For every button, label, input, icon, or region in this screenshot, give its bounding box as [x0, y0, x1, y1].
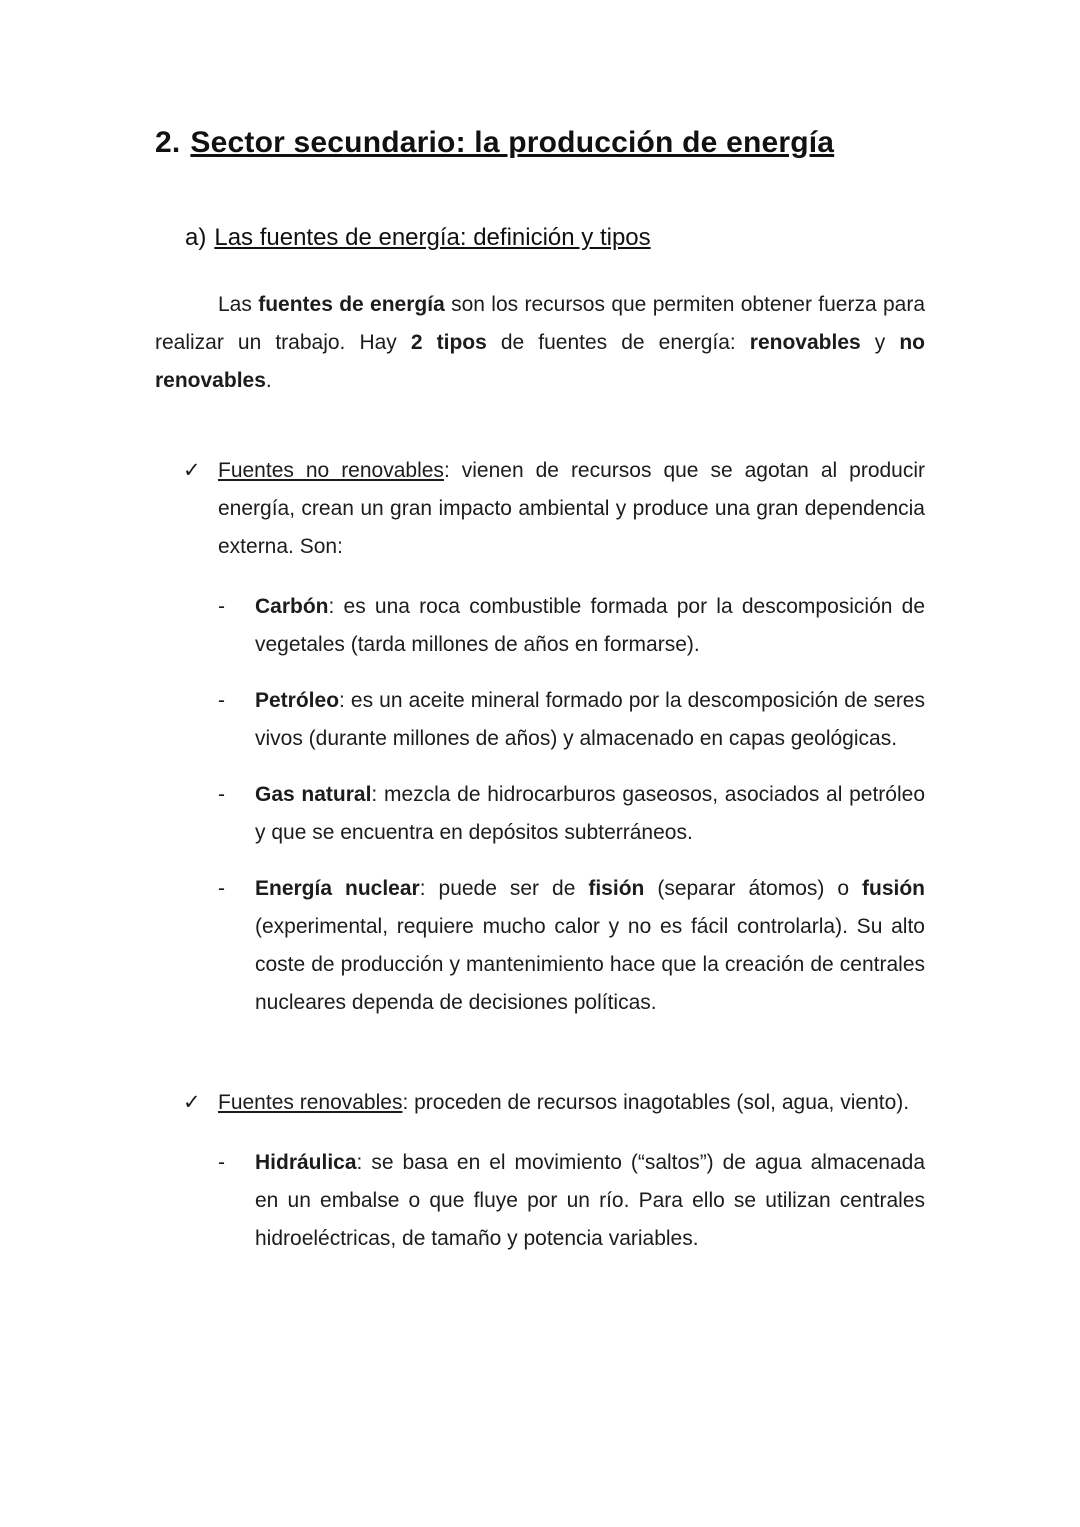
section-number: 2. — [155, 126, 181, 159]
section-heading-text: Sector secundario: la producción de energía — [190, 126, 835, 159]
bullet-item-petroleo-text: Petróleo: es un aceite mineral formado por la descomposición de seres vivos (durante millones de años) y almacenado en capas geológicas. — [255, 689, 925, 750]
bullet-renovables-text: Fuentes renovables: proceden de recursos inagotables (sol, agua, viento). — [218, 1091, 910, 1114]
intro-paragraph: Las fuentes de energía son los recursos que permiten obtener fuerza para realizar un trabajo. Hay 2 tipos de fuentes de energía: renovables y no renovables. — [155, 293, 926, 392]
bullet-item-energia-nuclear-text: Energía nuclear: puede ser de fisión (separar átomos) o fusión (experimental, requiere mucho calor y no es fácil controlarla). Su alto coste de producción y mantenimiento hace que la creación de centrales nucleares dependa de decisiones políticas. — [255, 877, 925, 1014]
bullet-nonrenewables — [155, 452, 925, 566]
bullet-nonrenewables-text: Fuentes no renovables: vienen de recursos que se agotan al producir energía, crean un gran impacto ambiental y produce una gran dependencia externa. Son: — [218, 459, 926, 558]
bullet-item-hidraulica — [155, 1144, 925, 1258]
dash-icon: - — [218, 783, 225, 806]
dash-icon: - — [218, 595, 225, 618]
dash-icon: - — [218, 877, 225, 900]
bullet-item-carbon — [155, 588, 925, 664]
dash-icon: - — [218, 689, 225, 712]
bullet-item-gas-natural-text: Gas natural: mezcla de hidrocarburos gaseosos, asociados al petróleo y que se encuentra en depósitos subterráneos. — [255, 783, 925, 844]
subsection-heading — [155, 224, 925, 252]
subsection-heading-text: Las fuentes de energía: definición y tipos — [214, 224, 651, 251]
bullet-item-petroleo — [155, 682, 925, 758]
section-heading — [155, 126, 925, 160]
bullet-item-energia-nuclear — [155, 870, 925, 1022]
bullet-item-hidraulica-text: Hidráulica: se basa en el movimiento (“saltos”) de agua almacenada en un embalse o que fluye por un río. Para ello se utilizan centrales hidroeléctricas, de tamaño y potencia variables. — [255, 1151, 925, 1250]
dash-icon: - — [218, 1151, 225, 1174]
bullet-renovables — [155, 1084, 925, 1122]
check-icon: ✓ — [183, 459, 201, 482]
check-icon: ✓ — [183, 1091, 201, 1114]
subsection-letter: a) — [185, 224, 207, 251]
bullet-item-gas-natural — [155, 776, 925, 852]
bullet-item-carbon-text: Carbón: es una roca combustible formada por la descomposición de vegetales (tarda millones de años en formarse). — [255, 595, 925, 656]
